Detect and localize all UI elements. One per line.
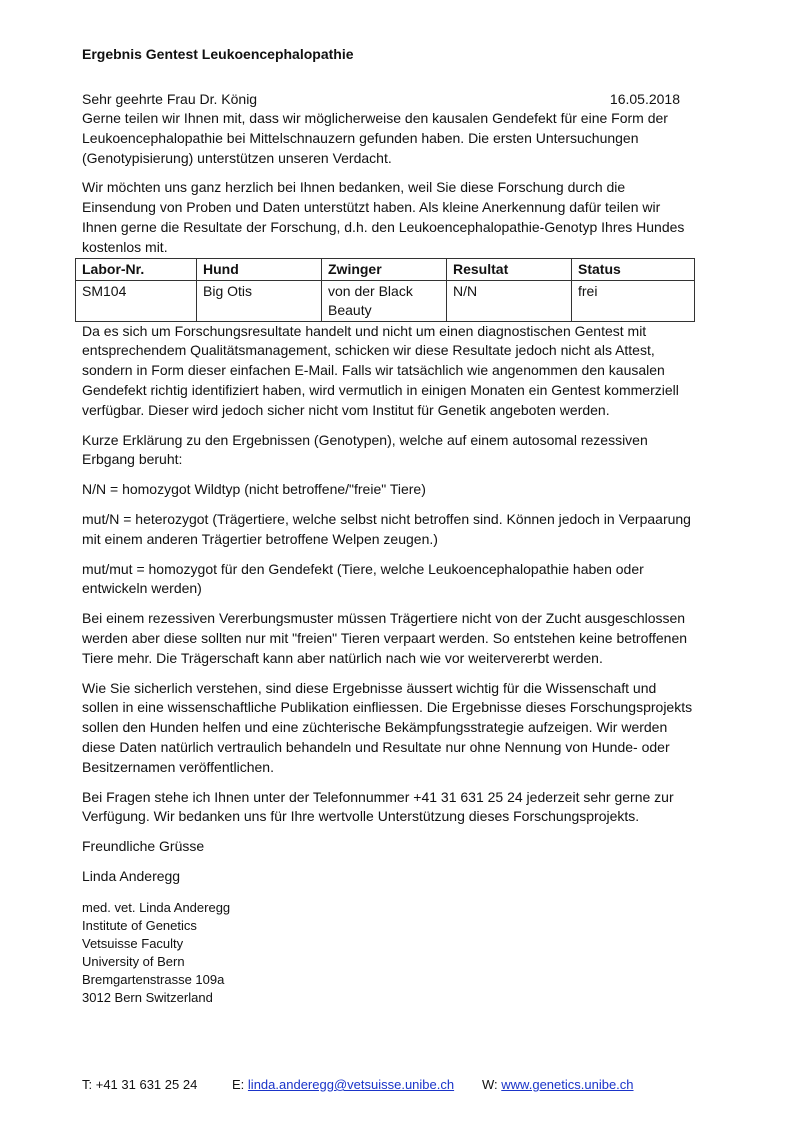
genotype-nn: N/N = homozygot Wildtyp (nicht betroffene/"freie" Tiere) xyxy=(82,481,426,498)
paragraph-science: Wie Sie sicherlich verstehen, sind diese Ergebnisse äussert wichtig für die Wissenschaft und sollen in eine wissenschaftliche Publikation einfliessen. Die Ergebnisse dieses Forschungsprojekts sollen den Hunden helfen und eine züchterische Bekämpfungsstrategie aufzeigen. Wir werden diese Daten natürlich vertraulich behandeln und Resultate nur ohne Nennung von Hunde- oder Besitzernamen veröffentlichen. xyxy=(82,679,693,775)
signature-block xyxy=(82,899,694,1007)
signature-line: Bremgartenstrasse 109a xyxy=(82,971,225,987)
footer-email-label: E: xyxy=(232,1077,245,1092)
genotype-mut-n: mut/N = heterozygot (Trägertiere, welche selbst nicht betroffen sind. Können jedoch in Verpaarung mit einem anderen Trägertier betroffene Welpen zeugen.) xyxy=(82,510,691,547)
paragraph-contact: Bei Fragen stehe ich Ihnen unter der Telefonnummer +41 31 631 25 24 jederzeit sehr gerne zur Verfügung. Wir bedanken uns für Ihre wertvolle Unterstützung dieses Forschungsprojekts. xyxy=(82,788,674,825)
web-link[interactable]: www.genetics.unibe.ch xyxy=(501,1077,634,1092)
table-header-row xyxy=(76,258,695,280)
cell-resultat: N/N xyxy=(447,280,572,321)
signature-line: med. vet. Linda Anderegg xyxy=(82,899,231,915)
signature-line: 3012 Bern Switzerland xyxy=(82,989,213,1005)
signature-line: Institute of Genetics xyxy=(82,917,197,933)
signature-line: Vetsuisse Faculty xyxy=(82,935,184,951)
header-status: Status xyxy=(572,258,695,280)
footer xyxy=(82,1076,702,1094)
header-hund: Hund xyxy=(197,258,322,280)
footer-web-label: W: xyxy=(482,1077,498,1092)
cell-hund: Big Otis xyxy=(197,280,322,321)
header-zwinger: Zwinger xyxy=(322,258,447,280)
salutation: Sehr geehrte Frau Dr. König xyxy=(82,91,258,107)
letter-body xyxy=(82,44,694,1007)
letter-date: 16.05.2018 xyxy=(609,91,680,107)
cell-zwinger: von der Black Beauty xyxy=(322,280,447,321)
paragraph-research: Da es sich um Forschungsresultate handelt und nicht um einen diagnostischen Gentest mit entsprechendem Qualitätsmanagement, schicken wir diese Resultate jedoch nicht als Attest, sondern in Form dieser einfachen E-Mail. Falls wir tatsächlich wie angenommen den kausalen Gendefekt richtig identifiziert haben, wird vermutlich in einigen Monaten ein Gentest kommerziell verfügbar. Dieser wird jedoch sicher nicht vom Institut für Genetik angeboten werden. xyxy=(82,322,679,418)
letter-title: Ergebnis Gentest Leukoencephalopathie xyxy=(82,46,354,62)
results-table xyxy=(75,258,695,322)
paragraph-breeding: Bei einem rezessiven Vererbungsmuster müssen Trägertiere nicht von der Zucht ausgeschlossen werden aber diese sollten nur mit "freien" Tieren verpaart werden. So entstehen keine betroffenen Tiere mehr. Die Trägerschaft kann aber natürlich nach wie vor weitervererbt werden. xyxy=(82,610,688,666)
header-resultat: Resultat xyxy=(447,258,572,280)
cell-labor-nr: SM104 xyxy=(76,280,197,321)
footer-email xyxy=(232,1076,482,1094)
paragraph-intro: Gerne teilen wir Ihnen mit, dass wir möglicherweise den kausalen Gendefekt für eine Form der Leukoencephalopathie bei Mittelschnauzern gefunden haben. Die ersten Untersuchungen (Genotypisierung) unterstützen unseren Verdacht. xyxy=(82,110,668,166)
genotype-mut-mut: mut/mut = homozygot für den Gendefekt (Tiere, welche Leukoencephalopathie haben oder entwickeln werden) xyxy=(82,560,644,597)
signature-line: University of Bern xyxy=(82,953,185,969)
cell-status: frei xyxy=(572,280,695,321)
email-link[interactable]: linda.anderegg@vetsuisse.unibe.ch xyxy=(247,1077,455,1092)
signer-name: Linda Anderegg xyxy=(82,867,181,884)
closing: Freundliche Grüsse xyxy=(82,838,205,855)
header-labor-nr: Labor-Nr. xyxy=(76,258,197,280)
table-row xyxy=(76,280,695,321)
salutation-row xyxy=(82,89,694,109)
paragraph-thanks: Wir möchten uns ganz herzlich bei Ihnen bedanken, weil Sie diese Forschung durch die Einsendung von Proben und Daten unterstützt haben. Als kleine Anerkennung dafür teilen wir Ihnen gerne die Resultate der Forschung, d.h. den Leukoencephalopathie-Genotyp Ihres Hundes kostenlos mit. xyxy=(82,179,685,255)
footer-phone: T: +41 31 631 25 24 xyxy=(82,1077,198,1092)
footer-web xyxy=(482,1076,634,1094)
paragraph-explanation: Kurze Erklärung zu den Ergebnissen (Genotypen), welche auf einem autosomal rezessiven Erbgang beruht: xyxy=(82,431,648,468)
